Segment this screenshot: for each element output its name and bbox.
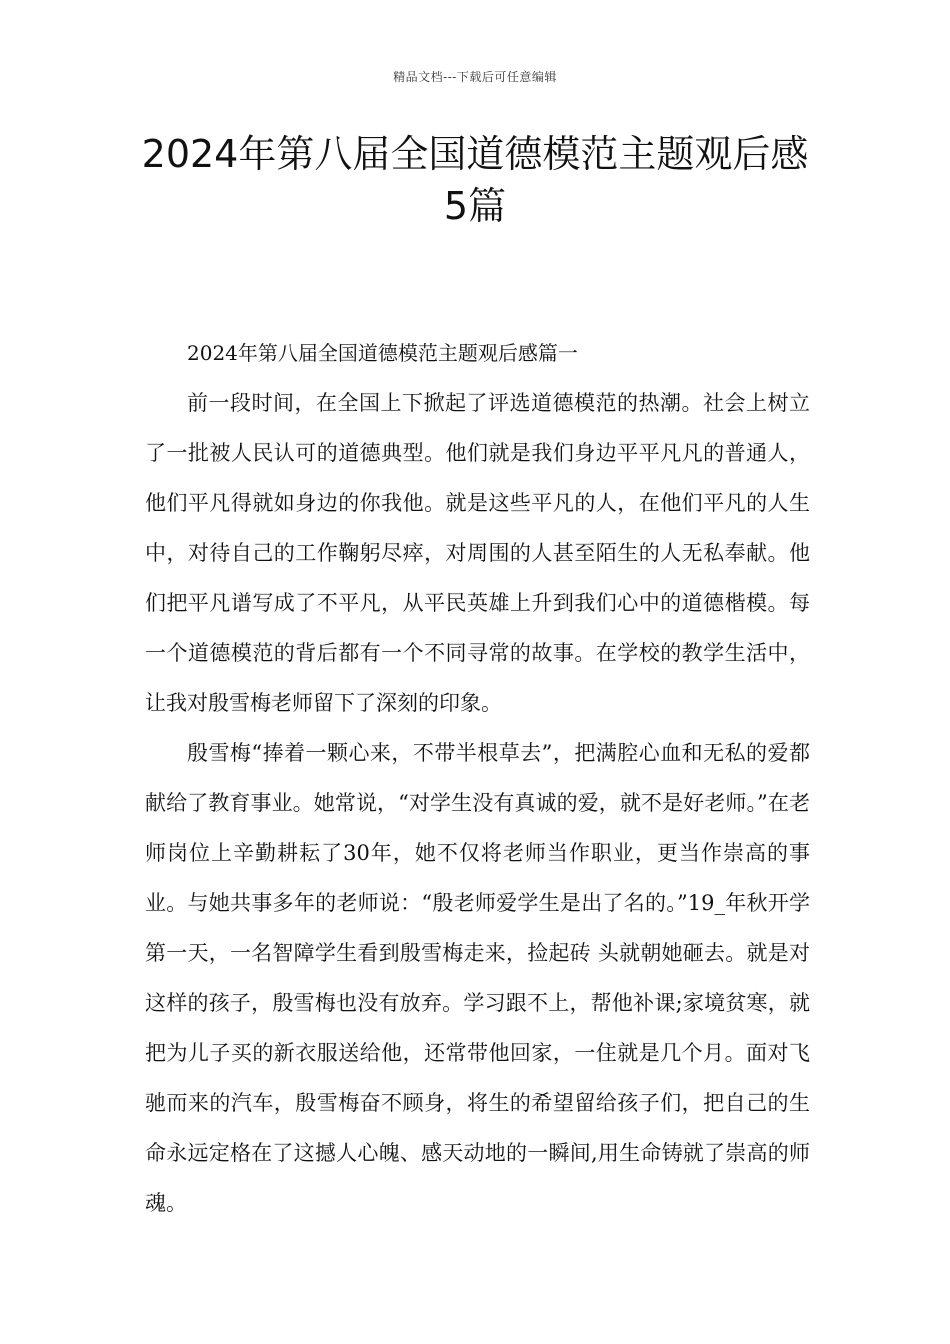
article-body (145, 328, 810, 1228)
article-subtitle: 2024年第八届全国道德模范主题观后感篇一 (187, 341, 578, 365)
article-paragraph-2: 殷雪梅“捧着一颗心来，不带半根草去”，把满腔心血和无私的爱都献给了教育事业。她常说，“对学生没有真诚的爱，就不是好老师。”在老师岗位上辛勤耕耘了30年，她不仅将老师当作职业，更当作崇高的事业。与她共事多年的老师说：“殷老师爱学生是出了名的。”19_年秋开学第一天，一名智障学生看到殷雪梅走来，捡起砖 头就朝她砸去。就是对这样的孩子，殷雪梅也没有放弃。学习跟不上，帮他补课;家境贫寒，就把为儿子买的新衣服送给他，还常带他回家，一住就是几个月。面对飞驰而来的汽车，殷雪梅奋不顾身，将生的希望留给孩子们，把自己的生命永远定格在了这撼人心魄、感天动地的一瞬间,用生命铸就了崇高的师魂。 (145, 741, 810, 1215)
document-title-line-1: 2024年第八届全国道德模范主题观后感 (141, 132, 809, 176)
page-header: 精品文档---下载后可任意编辑 (393, 70, 557, 84)
document-title (100, 128, 850, 232)
document-title-line-2: 5篇 (443, 184, 507, 228)
article-paragraph-1: 前一段时间，在全国上下掀起了评选道德模范的热潮。社会上树立了一批被人民认可的道德典型。他们就是我们身边平平凡凡的普通人，他们平凡得就如身边的你我他。就是这些平凡的人，在他们平凡的人生中，对待自己的工作鞠躬尽瘁，对周围的人甚至陌生的人无私奉献。他们把平凡谱写成了不平凡，从平民英雄上升到我们心中的道德楷模。每一个道德模范的背后都有一个不同寻常的故事。在学校的教学生活中，让我对殷雪梅老师留下了深刻的印象。 (145, 391, 810, 715)
